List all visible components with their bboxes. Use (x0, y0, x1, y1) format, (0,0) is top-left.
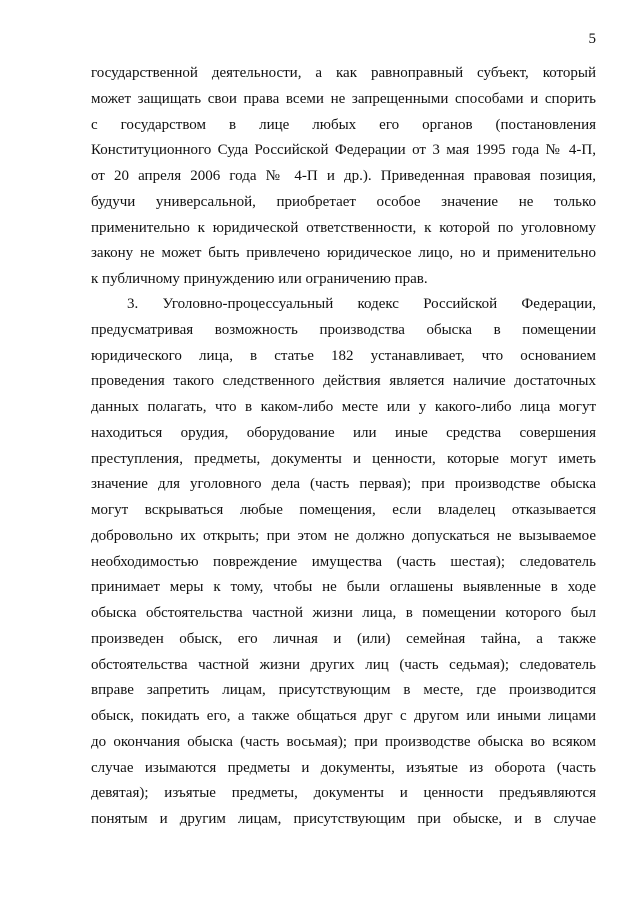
text-line: преступления, предметы, документы и ценности, которые могут иметь (91, 450, 596, 467)
text-line: до окончания обыска (часть восьмая); при производстве обыска во всяком (91, 733, 596, 750)
text-line: юридического лица, в статье 182 устанавливает, что основанием (91, 347, 596, 364)
text-line: могут вскрываться любые помещения, если владелец отказывается (91, 502, 596, 518)
text-line: закону не может быть привлечено юридическое лицо, но и применительно (91, 245, 596, 262)
text-line: будучи универсальной, приобретает особое значение не только (91, 193, 596, 210)
text-line: к публичному принуждению или ограничению прав. (91, 271, 428, 287)
text-line: проведения такого следственного действия является наличие достаточных (91, 373, 596, 390)
text-line: Конституционного Суда Российской Федерации от 3 мая 1995 года № 4-П, (91, 142, 596, 159)
text-line: необходимостью повреждение имущества (часть шестая); следователь (91, 553, 596, 570)
text-line: от 20 апреля 2006 года № 4-П и др.). Приведенная правовая позиция, (91, 168, 596, 184)
text-line: обыск, покидать его, а также общаться друг с другом или иными лицами (91, 708, 596, 724)
page-number: 5 (588, 31, 596, 47)
paragraph-continuation (91, 61, 596, 293)
text-line: государственной деятельности, а как равноправный субъект, который (91, 65, 596, 81)
text-line: предусматривая возможность производства обыска в помещении (91, 321, 596, 338)
paragraph-3 (91, 292, 596, 833)
text-line: может защищать свои права всеми не запрещенными способами и спорить (91, 90, 596, 107)
text-line: значение для уголовного дела (часть первая); при производстве обыска (91, 476, 596, 493)
text-line: с государством в лице любых его органов (постановления (91, 116, 596, 133)
text-line: понятым и другим лицам, присутствующим при обыске, и в случае (91, 811, 596, 827)
text-line: девятая); изъятые предметы, документы и ценности предъявляются (91, 785, 596, 802)
text-line: 3. Уголовно-процессуальный кодекс Российской Федерации, (127, 296, 596, 312)
text-line: обыска обстоятельства частной жизни лица, в помещении которого был (91, 605, 596, 621)
text-line: находиться орудия, оборудование или иные средства совершения (91, 424, 596, 441)
text-line: данных полагать, что в каком-либо месте или у какого-либо лица могут (91, 399, 596, 415)
text-line: принимает меры к тому, чтобы не были оглашены выявленные в ходе (91, 579, 596, 596)
text-line: вправе запретить лицам, присутствующим в месте, где производится (91, 682, 596, 699)
text-line: произведен обыск, его личная и (или) семейная тайна, а также (91, 630, 596, 647)
text-line: обстоятельства частной жизни других лиц (часть седьмая); следователь (91, 656, 596, 673)
text-line: применительно к юридической ответственности, к которой по уголовному (91, 219, 596, 236)
text-line: добровольно их открыть; при этом не должно допускаться не вызываемое (91, 527, 596, 544)
text-line: случае изымаются предметы и документы, изъятые из оборота (часть (91, 759, 596, 776)
